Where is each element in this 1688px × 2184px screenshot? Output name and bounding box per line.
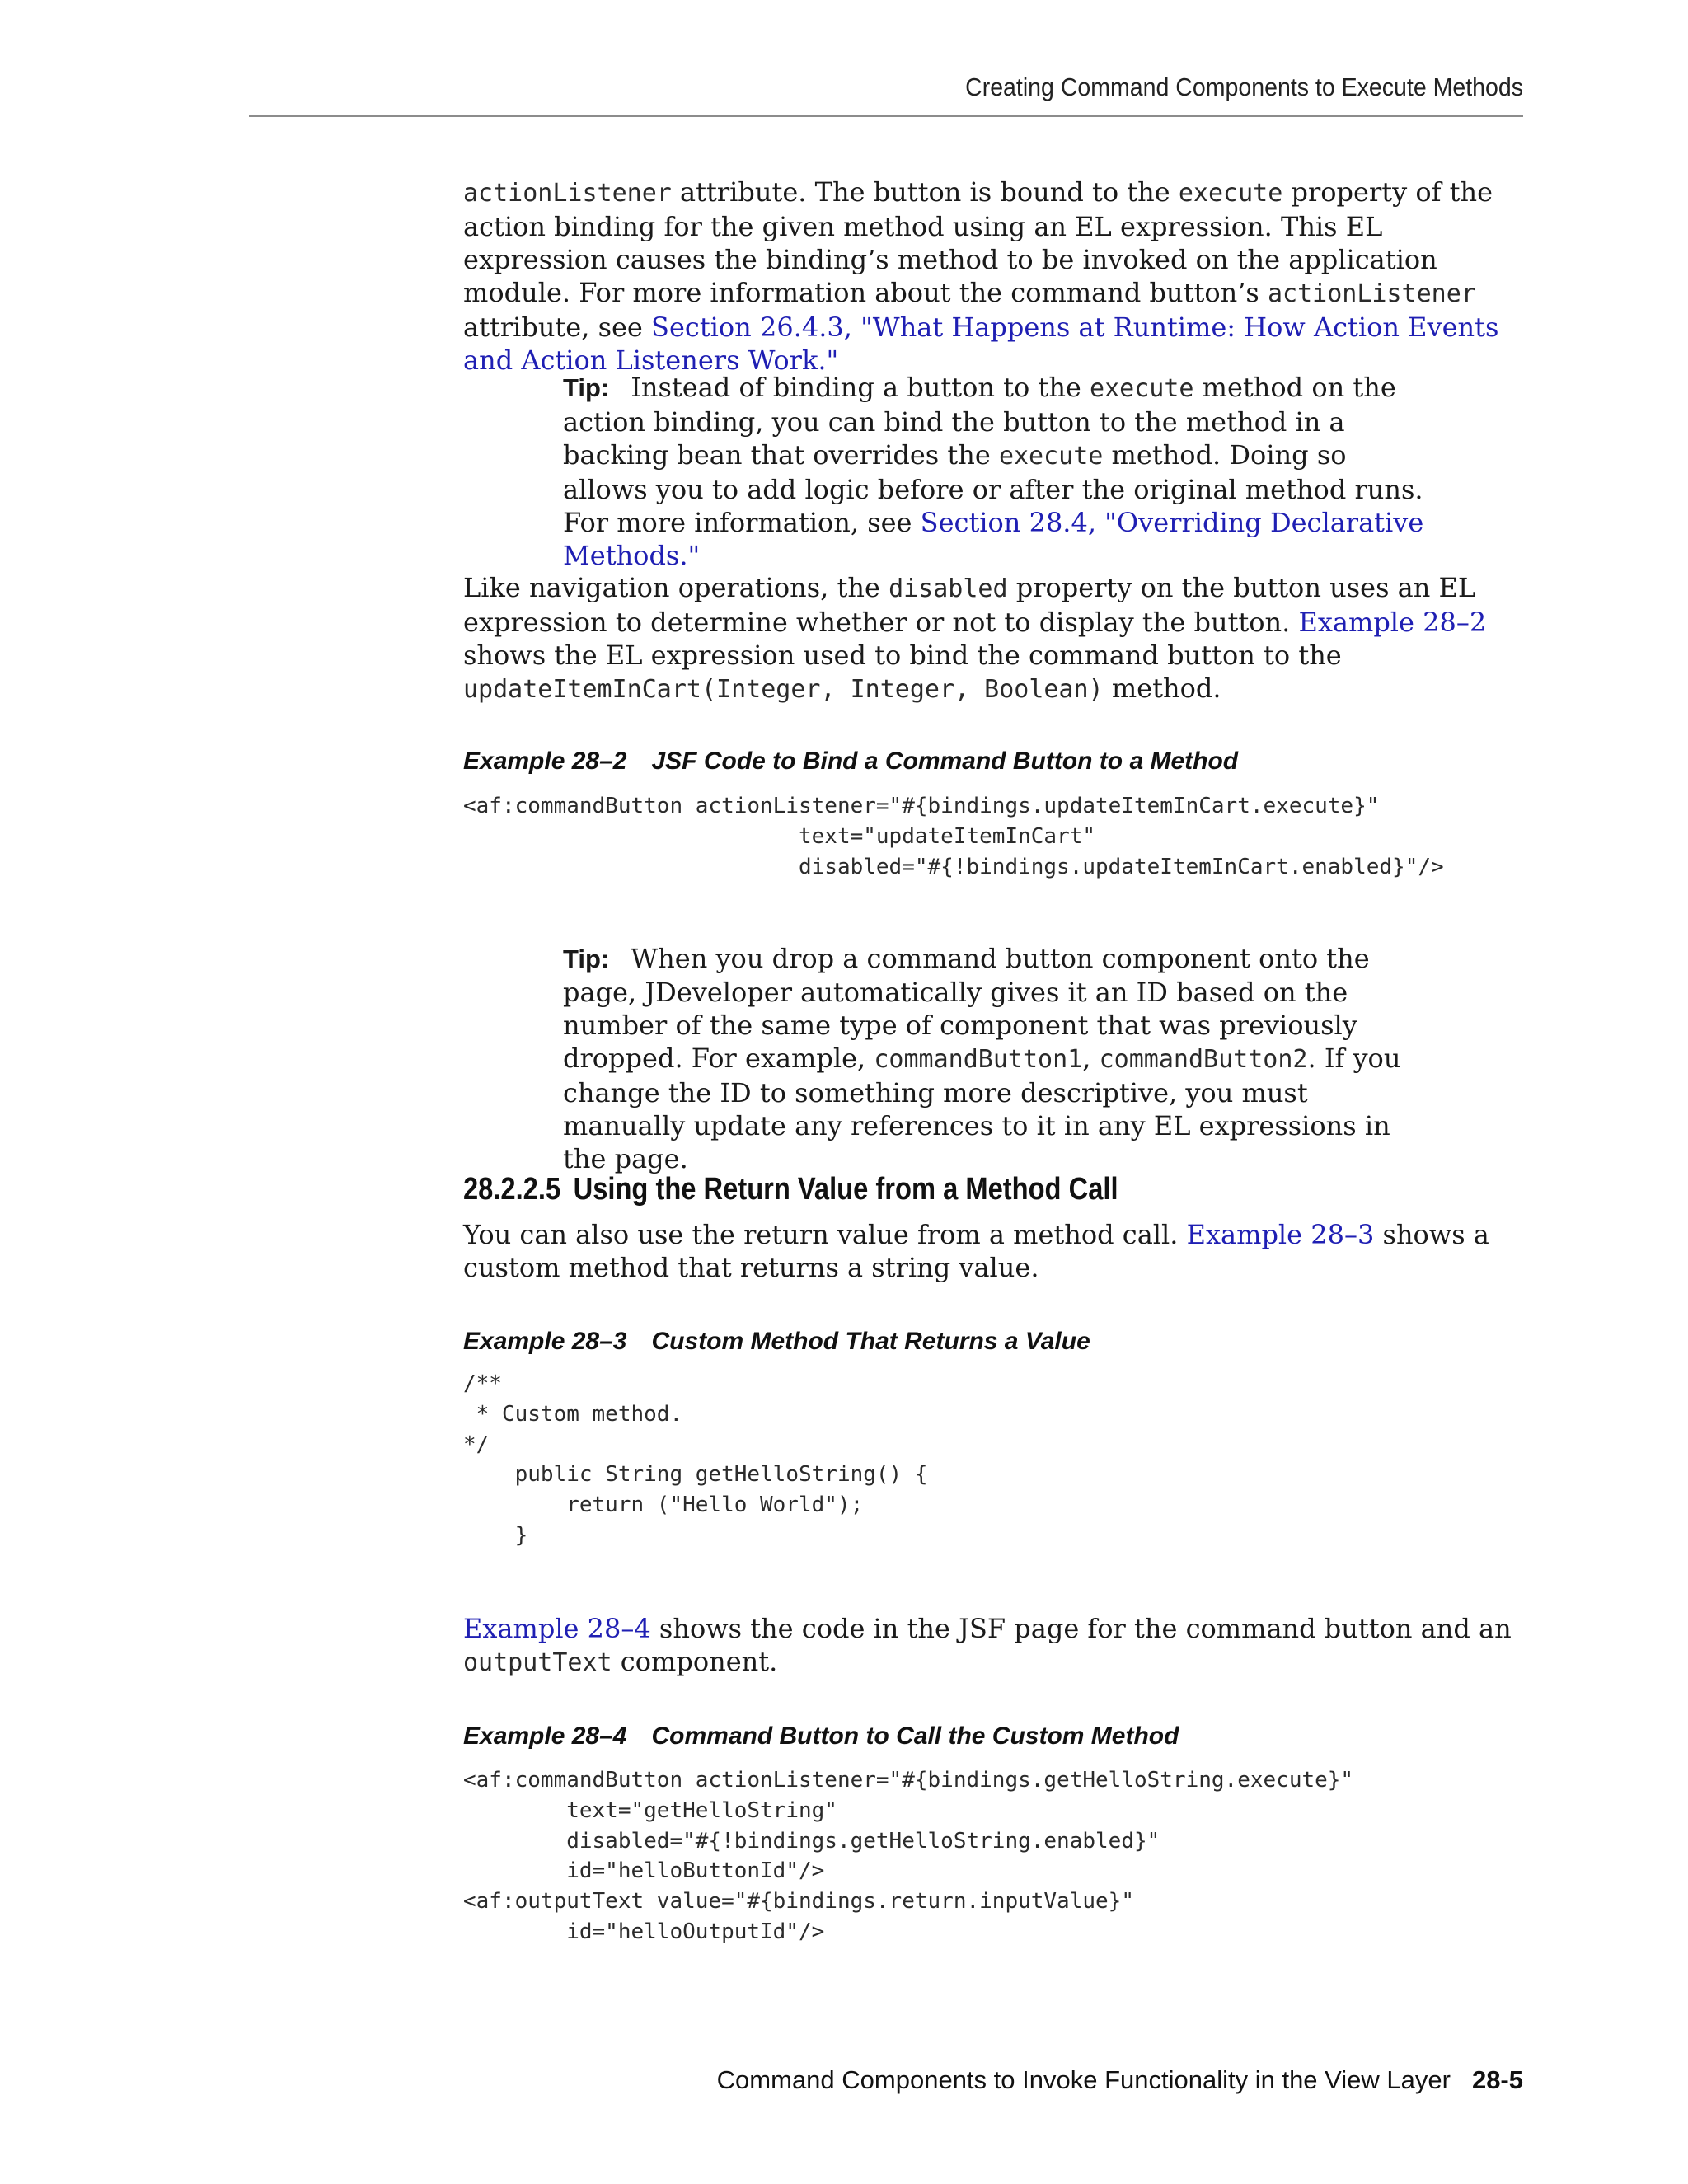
paragraph-disabled-property [463,571,1526,706]
paragraph-text: actionListener attribute. The button is bound to the execute property of the action binding for the given method using an EL expression. This EL expression causes the binding’s method to be invoked on the application module. For more information about the command button’s actionListener attribute, see Section 26.4.3, "What Happens at Runtime: How Action Events and Action Listeners Work." [463,176,1499,376]
inline-code: commandButton1 [874,1045,1083,1074]
inline-code: actionListener [463,179,672,208]
example-title: Command Button to Call the Custom Method [651,1722,1179,1750]
page-number: 28-5 [1471,2065,1523,2094]
section-heading [463,1172,1118,1207]
paragraph-text: Example 28–4 shows the code in the JSF page for the command button and an outputText component. [463,1613,1512,1677]
example-number: Example 28–2 [463,748,627,775]
inline-code: updateItemInCart(Integer, Integer, Boolean) [463,675,1104,704]
footer-chapter-title: Command Components to Invoke Functionality in the View Layer [716,2065,1451,2094]
inline-code: actionListener [1267,279,1476,308]
inline-code: commandButton2 [1099,1045,1308,1074]
running-header: Creating Command Components to Execute Methods [965,73,1523,101]
inline-code: execute [998,442,1104,471]
inline-code: disabled [889,574,1008,603]
example-title: JSF Code to Bind a Command Button to a Method [651,748,1239,775]
example-28-2-link[interactable]: Example 28–2 [1298,607,1487,638]
tip-label: Tip: [563,944,610,973]
section-26-4-3-link[interactable]: Section 26.4.3, "What Happens at Runtime: How Action Events and Action Listeners Work." [463,312,1499,376]
tip-text: Tip: When you drop a command button component onto the page, JDeveloper automatically gives it an ID based on the number of the same type of component that was previously dropped. For example, commandButton1, commandButton2. If you change the ID to something more descriptive, you must manually update any references to it in any EL expressions in the page. [563,943,1401,1174]
code-block: <af:commandButton actionListener="#{bindings.getHelloString.execute}" text="getHelloString" disabled="#{!bindings.getHelloString.enabled}" id="helloButtonId"/> <af:outputText value="#{bindings.return.inputValue}" id="helloOutputId"/> [463,1768,1354,1944]
inline-code: outputText [463,1648,612,1677]
inline-code: execute [1090,374,1194,403]
tip-text: Tip: Instead of binding a button to the execute method on the action binding, you can bind the button to the method in a backing bean that overrides the execute method. Doing so allows you to add logic before or after the original method runs. For more information, see Section 28.4, "Overriding Declarative Methods." [563,372,1424,571]
inline-code: execute [1178,179,1283,208]
example-caption [463,1722,1179,1750]
section-number: 28.2.2.5 [463,1172,561,1207]
code-block: <af:commandButton actionListener="#{bindings.updateItemInCart.execute}" text="updateItemInCart" disabled="#{!bindings.updateItemInCart.enabled}"/> [463,794,1444,879]
example-caption [463,1328,1090,1356]
paragraph-text: You can also use the return value from a method call. Example 28–3 shows a custom method that returns a string value. [463,1219,1489,1283]
example-number: Example 28–4 [463,1722,627,1750]
section-28-4-link[interactable]: Section 28.4, "Overriding Declarative Methods." [563,507,1424,571]
example-28-4-link[interactable]: Example 28–4 [463,1613,651,1644]
tip-label: Tip: [563,373,610,402]
paragraph-text: Like navigation operations, the disabled property on the button uses an EL expression to determine whether or not to display the button. Example 28–2 shows the EL expression used to bind the command button to the updateItemInCart(Integer, Integer, Boolean) method. [463,572,1487,704]
tip-note-component-id [563,942,1437,1175]
paragraph-action-listener [463,176,1526,377]
example-number: Example 28–3 [463,1328,627,1355]
code-block: /** * Custom method. */ public String getHelloString() { return ("Hello World"); } [463,1371,928,1548]
tip-note-backing-bean [563,371,1437,572]
paragraph-example-28-4 [463,1612,1526,1680]
section-title: Using the Return Value from a Method Call [573,1172,1118,1207]
example-caption [463,748,1238,776]
paragraph-return-value [463,1218,1526,1284]
header-rule [249,115,1523,117]
page-footer [717,2065,1523,2095]
example-title: Custom Method That Returns a Value [651,1328,1090,1355]
example-28-3-link[interactable]: Example 28–3 [1186,1219,1375,1250]
